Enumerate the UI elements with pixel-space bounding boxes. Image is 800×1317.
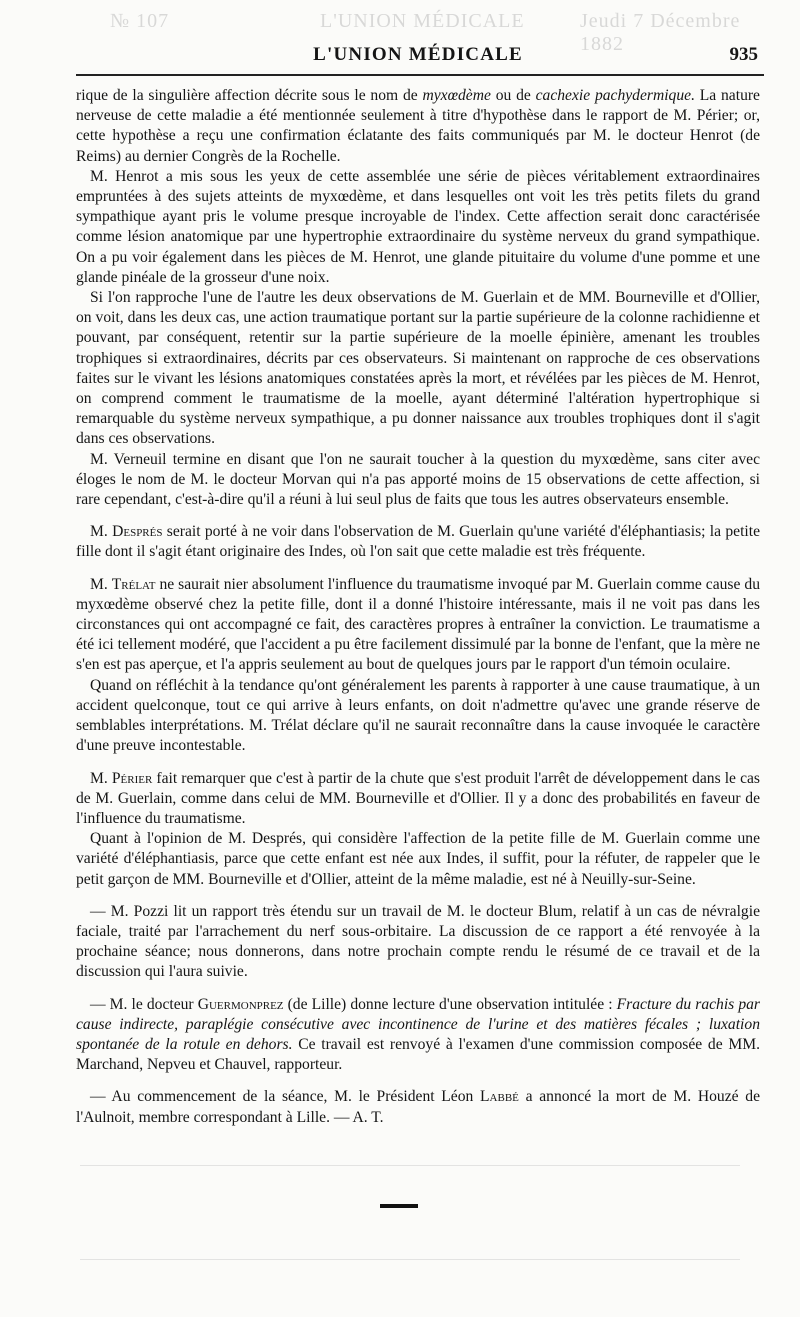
paragraph-10: — M. Pozzi lit un rapport très étendu sur un travail de M. le docteur Blum, relatif à un cas de névralgie faciale, traité par l'arrachement du nerf sous-orbitaire. La discussion de ce rapport a été renvoyée à la prochaine séance; nous donnerons, dans notre prochain compte rendu le résumé de ce travail et de la discussion qui l'aura suivie.	[76, 902, 760, 981]
paragraph-6: M. Trélat ne saurait nier absolument l'influence du traumatisme invoqué par M. Guerlain comme cause du myxœdème observé chez la petite fille, dont il a donné l'histoire intéressante, mais il ne voit pas dans les circonstances qui ont accompagné ce fait, des caractères propres à entraîner la conviction. Le traumatisme a été ici tellement modéré, que l'accident a pu être facilement dissimulé par la bonne de l'enfant, que la mère ne s'en est pas aperçue, et l'a appris seulement au bout de quelques jours par le rapport d'un témoin oculaire.	[76, 575, 760, 674]
end-of-article-rule	[380, 1204, 418, 1208]
bleed-through-footer	[60, 1165, 760, 1275]
article-body	[76, 86, 760, 1128]
bleed-through-header: № 107 L'UNION MÉDICALE Jeudi 7 Décembre 1882	[110, 10, 741, 55]
paragraph-7: Quand on réfléchit à la tendance qu'ont généralement les parents à rapporter à une cause traumatique, à un accident quelconque, tout ce qui arrive à leurs enfants, on doit n'admettre qu'avec une grande réserve de semblables interprétations. M. Trélat déclare qu'il ne saurait reconnaître dans la cause invoquée le caractère d'une preuve incontestable.	[76, 676, 760, 755]
header-rule	[76, 74, 764, 76]
paragraph-1: rique de la singulière affection décrite sous le nom de myxœdème ou de cachexie pachydermique. La nature nerveuse de cette maladie a été mentionnée seulement à titre d'hypothèse dans le rapport de M. Périer; or, cette hypothèse a reçu une confirmation éclatante des faits communiqués par M. le docteur Henrot (de Reims) au dernier Congrès de la Rochelle.	[76, 87, 760, 165]
paragraph-9: Quant à l'opinion de M. Després, qui considère l'affection de la petite fille de M. Guerlain comme une variété d'éléphantiasis, parce que cette enfant est née aux Indes, il suffit, pour la réfuter, de rappeler que le petit garçon de MM. Bourneville et d'Ollier, atteint de la même maladie, est né à Neuilly-sur-Seine.	[76, 830, 760, 888]
paragraph-12: — Au commencement de la séance, M. le Président Léon Labbé a annoncé la mort de M. Houzé de l'Aulnoit, membre correspondant à Lille. — A. T.	[76, 1088, 760, 1126]
paragraph-5: M. Després serait porté à ne voir dans l'observation de M. Guerlain qu'une variété d'éléphantiasis; la petite fille dont il s'agit étant originaire des Indes, où l'on sait que cette maladie est très fréquente.	[76, 523, 760, 561]
paragraph-4: M. Verneuil termine en disant que l'on ne saurait toucher à la question du myxœdème, sans citer avec éloges le nom de M. le docteur Morvan qui n'a pas apporté moins de 15 observations de cette affection, si rare cependant, c'est-à-dire qu'il a réuni à lui seul plus de faits que tous les autres observateurs ensemble.	[76, 450, 760, 509]
running-head	[78, 44, 758, 70]
page-number: 935	[729, 44, 758, 65]
journal-title: L'UNION MÉDICALE	[313, 44, 523, 65]
paragraph-11: — M. le docteur Guermonprez (de Lille) donne lecture d'une observation intitulée : Fracture du rachis par cause indirecte, paraplégie consécutive avec incontinence de l'urine et des matières fécales ; luxation spontanée de la rotule en dehors. Ce travail est renvoyé à l'examen d'une commission composée de MM. Marchand, Nepveu et Chauvel, rapporteur.	[76, 995, 760, 1074]
paragraph-8: M. Périer fait remarquer que c'est à partir de la chute que s'est produit l'arrêt de développement dans le cas de M. Guerlain, comme dans celui de MM. Bourneville et d'Ollier. Il y a donc des probabilités en faveur de l'influence du traumatisme.	[76, 769, 760, 827]
paragraph-2: M. Henrot a mis sous les yeux de cette assemblée une série de pièces véritablement extraordinaires empruntées à des sujets atteints de myxœdème, et dans lesquelles ont voit les très petits filets du grand sympathique ayant pris le volume presque incroyable de l'index. Cette affection serait donc caractérisée comme lésion anatomique par une hypertrophie extraordinaire du système nerveux du grand sympathique. On a pu voir également dans les pièces de M. Henrot, une glande pituitaire du volume d'une pomme et une glande pinéale de la grosseur d'une noix.	[76, 167, 760, 286]
paragraph-3: Si l'on rapproche l'une de l'autre les deux observations de M. Guerlain et de MM. Bourneville et d'Ollier, on voit, dans les deux cas, une action traumatique portant sur la partie supérieure de la colonne rachidienne et pouvant, par conséquent, retentir sur la partie supérieure de la moelle épinière, amenant les troubles trophiques si extraordinaires, décrits par ces observateurs. Si maintenant on rapproche de ces observations faites sur le vivant les lésions anatomiques constatées après la mort, et révélées par les pièces de M. Henrot, on comprend comment le traumatisme de la moelle, ayant déterminé l'altération hypertrophique si remarquable du système nerveux sympathique, a pu donner naissance aux troubles trophiques dont il s'agit dans ces observations.	[76, 289, 760, 448]
